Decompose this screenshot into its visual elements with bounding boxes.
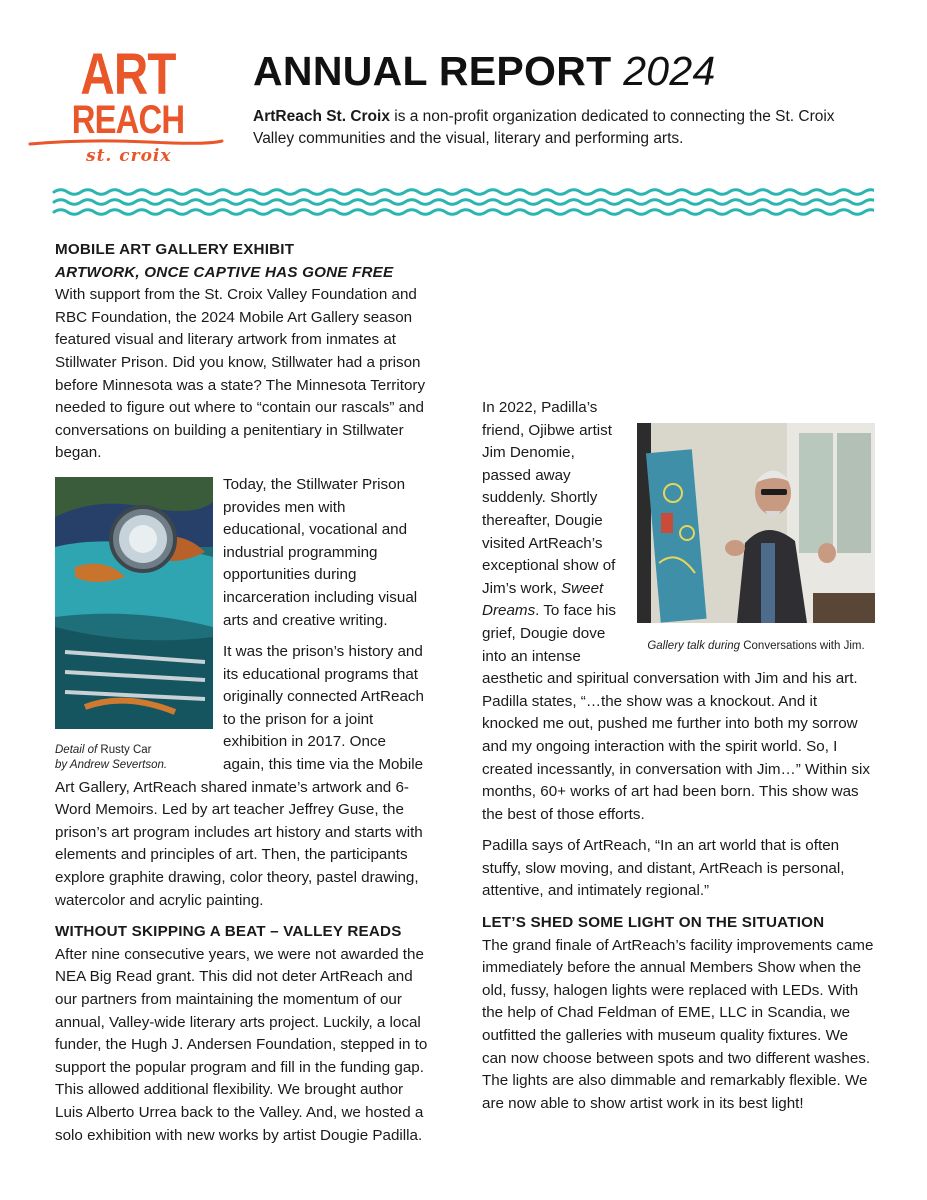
wave-line-3	[54, 210, 874, 215]
mobile-gallery-paragraph-2: Today, the Stillwater Prison provides men with educational, vocational and industrial programming opportunities during incarceration including visual arts and creative writing.	[223, 475, 418, 629]
logo-reach-text: REACH	[71, 98, 185, 142]
sweet-dreams-title: Sweet Dreams	[482, 579, 604, 620]
wave-divider	[52, 185, 874, 221]
rusty-car-caption-title: Rusty Car	[100, 743, 152, 756]
report-year: 2024	[623, 48, 716, 94]
left-column	[55, 239, 429, 1147]
gallery-talk-photo	[637, 423, 875, 623]
gallery-talk-caption-lead: Gallery talk during	[647, 639, 744, 652]
mobile-gallery-subheading: ARTWORK, ONCE CAPTIVE HAS GONE FREE	[55, 263, 394, 281]
lighting-heading: LET’S SHED SOME LIGHT ON THE SITUATION	[482, 914, 825, 932]
gallery-talk-caption	[637, 639, 875, 654]
rusty-car-caption-lead: Detail of	[55, 743, 101, 756]
valley-reads-paragraph-1: After nine consecutive years, we were not awarded the NEA Big Read grant. This did not deter ArtReach and our partners from maintaining the momentum of our annual, Valley-wide literary arts project. Luckily, a local funder, the Hugh J. Andersen Foundation, stepped in to support the popular program and fill in the funding gap. This allowed additional flexibility. We brought author Luis Alberto Urrea back to the Valley. And, we hosted a solo exhibition with new works by artist Dougie Padilla.	[55, 945, 428, 1144]
artreach-logo	[28, 42, 224, 176]
mobile-gallery-heading: MOBILE ART GALLERY EXHIBIT	[55, 241, 295, 258]
intro-text	[253, 106, 853, 150]
padilla-paragraph-1-a: In 2022, Padilla’s friend, Ojibwe artist Jim Denomie, passed away suddenly. Shortly thereafter, Dougie visited ArtReach’s exceptional show of Jim’s work,	[482, 399, 616, 597]
right-column	[482, 239, 875, 1115]
intro-org-name: ArtReach St. Croix	[253, 108, 390, 125]
rusty-car-painting	[55, 477, 213, 729]
wave-line-1	[54, 190, 874, 195]
padilla-paragraph-2: Padilla says of ArtReach, “In an art world that is often stuffy, slow moving, and distant, ArtReach is personal, attentive, and intimately regional.”	[482, 837, 845, 900]
lighting-paragraph-1: The grand finale of ArtReach’s facility improvements came immediately before the annual Members Show when the old, fussy, halogen lights were replaced with LEDs. With the help of Chad Feldman of EME, LLC in Scandia, we outfitted the galleries with museum quality fixtures. We can now choose between spots and two different washes. The lights are also dimmable and remarkably flexible. We are now able to show artist work in its best light!	[482, 936, 874, 1112]
wave-line-2	[54, 200, 874, 205]
padilla-paragraph-1-b: . To face his grief, Dougie dove into an intense aesthetic and spiritual conversation with Jim and his art. Padilla states, “…the show was a knockout. And it knocked me out, pushed me further into both my sorrow and my ongoing interaction with the spirit world. So, I created incessantly, in conversation with Jim…” Within six months, 60+ works of art had been born. This show was the best of those efforts.	[482, 602, 870, 823]
gallery-talk-figure	[637, 423, 875, 654]
rusty-car-caption	[55, 743, 213, 773]
logo-art-text: ART	[80, 42, 176, 107]
logo-st-croix-text: st. croix	[86, 146, 172, 166]
valley-reads-heading: WITHOUT SKIPPING A BEAT – VALLEY READS	[55, 923, 402, 941]
report-title	[253, 48, 716, 95]
mobile-gallery-paragraph-1: With support from the St. Croix Valley Foundation and RBC Foundation, the 2024 Mobile Art Gallery season featured visual and literary artwork from inmates at Stillwater Prison. Did you know, Stillwater had a prison before Minnesota was a state? The Minnesota Territory needed to figure out where to “contain our rascals” and conversations on building a penitentiary in Stillwater began.	[55, 286, 426, 462]
rusty-car-figure	[55, 477, 213, 773]
rusty-car-caption-artist: by Andrew Severtson.	[55, 758, 168, 771]
mobile-gallery-paragraph-3: It was the prison’s history and its educational programs that originally connected ArtReach to the prison for a joint exhibition in 2017. Once again, this time via the Mobile Art Gallery, ArtReach shared inmate’s artwork and 6-Word Memoirs. Led by art teacher Jeffrey Guse, the prison’s art program includes art history and starts with elements and principles of art. Then, the participants explore graphite drawing, color theory, pastel drawing, watercolor and acrylic painting.	[55, 643, 424, 909]
intro-description: is a non-profit organization dedicated to connecting the St. Croix Valley communities and the visual, literary and performing arts.	[253, 108, 835, 147]
report-title-text: ANNUAL REPORT	[253, 48, 612, 94]
gallery-talk-caption-title: Conversations with Jim.	[743, 639, 865, 652]
